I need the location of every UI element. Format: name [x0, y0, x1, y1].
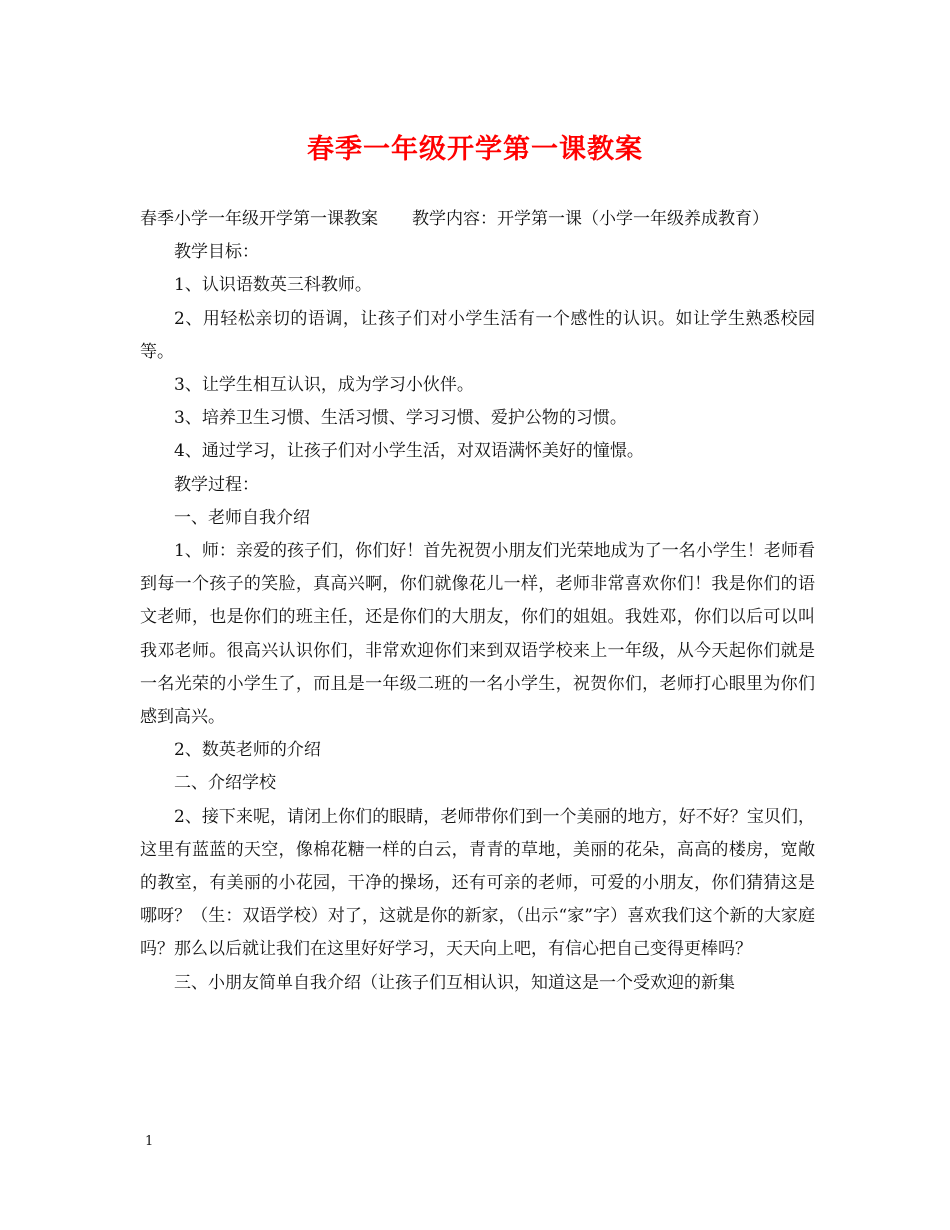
section-heading: 二、介绍学校: [174, 773, 276, 794]
objective-item: 3、培养卫生习惯、生活习惯、学习习惯、爱护公物的习惯。: [174, 408, 627, 429]
body-paragraph: 2、数英老师的介绍: [174, 740, 321, 761]
page-number: 1: [145, 1134, 154, 1149]
objective-item: 2、用轻松亲切的语调，让孩子们对小学生活有一个感性的认识。如让学生熟悉校园等。: [140, 308, 815, 362]
objective-item: 4、通过学习，让孩子们对小学生活，对双语满怀美好的憧憬。: [174, 441, 644, 462]
objectives-heading: 教学目标：: [174, 242, 259, 263]
section-heading: 三、小朋友简单自我介绍（让孩子们互相认识，知道这是一个受欢迎的新集: [174, 972, 735, 993]
document-title: 春季一年级开学第一课教案: [307, 134, 643, 165]
objective-item: 1、认识语数英三科教师。: [174, 275, 372, 296]
body-paragraph: 2、接下来呢，请闭上你们的眼睛，老师带你们到一个美丽的地方，好不好？宝贝们，这里有蓝蓝的天空，像棉花糖一样的白云，青青的草地，美丽的花朵，高高的楼房，宽敞的教室，有美丽的小花园，干净的操场，还有可亲的老师，可爱的小朋友，你们猜猜这是哪呀？（生：双语学校）对了，这就是你的新家，（出示“家”字）喜欢我们这个新的大家庭吗？那么以后就让我们在这里好好学习，天天向上吧，有信心把自己变得更棒吗？: [140, 806, 815, 960]
objective-item: 3、让学生相互认识，成为学习小伙伴。: [174, 375, 474, 396]
section-heading: 一、老师自我介绍: [174, 507, 310, 528]
intro-paragraph: 春季小学一年级开学第一课教案 教学内容：开学第一课（小学一年级养成教育）: [140, 209, 769, 229]
body-paragraph: 1、师：亲爱的孩子们，你们好！首先祝贺小朋友们光荣地成为了一名小学生！老师看到每一个孩子的笑脸，真高兴啊，你们就像花儿一样，老师非常喜欢你们！我是你们的语文老师，也是你们的班主任，还是你们的大朋友，你们的姐姐。我姓邓，你们以后可以叫我邓老师。很高兴认识你们，非常欢迎你们来到双语学校来上一年级，从今天起你们就是一名光荣的小学生了，而且是一年级二班的一名小学生，祝贺你们，老师打心眼里为你们感到高兴。: [140, 541, 815, 728]
process-heading: 教学过程：: [174, 474, 259, 495]
document-body: [140, 203, 815, 1000]
